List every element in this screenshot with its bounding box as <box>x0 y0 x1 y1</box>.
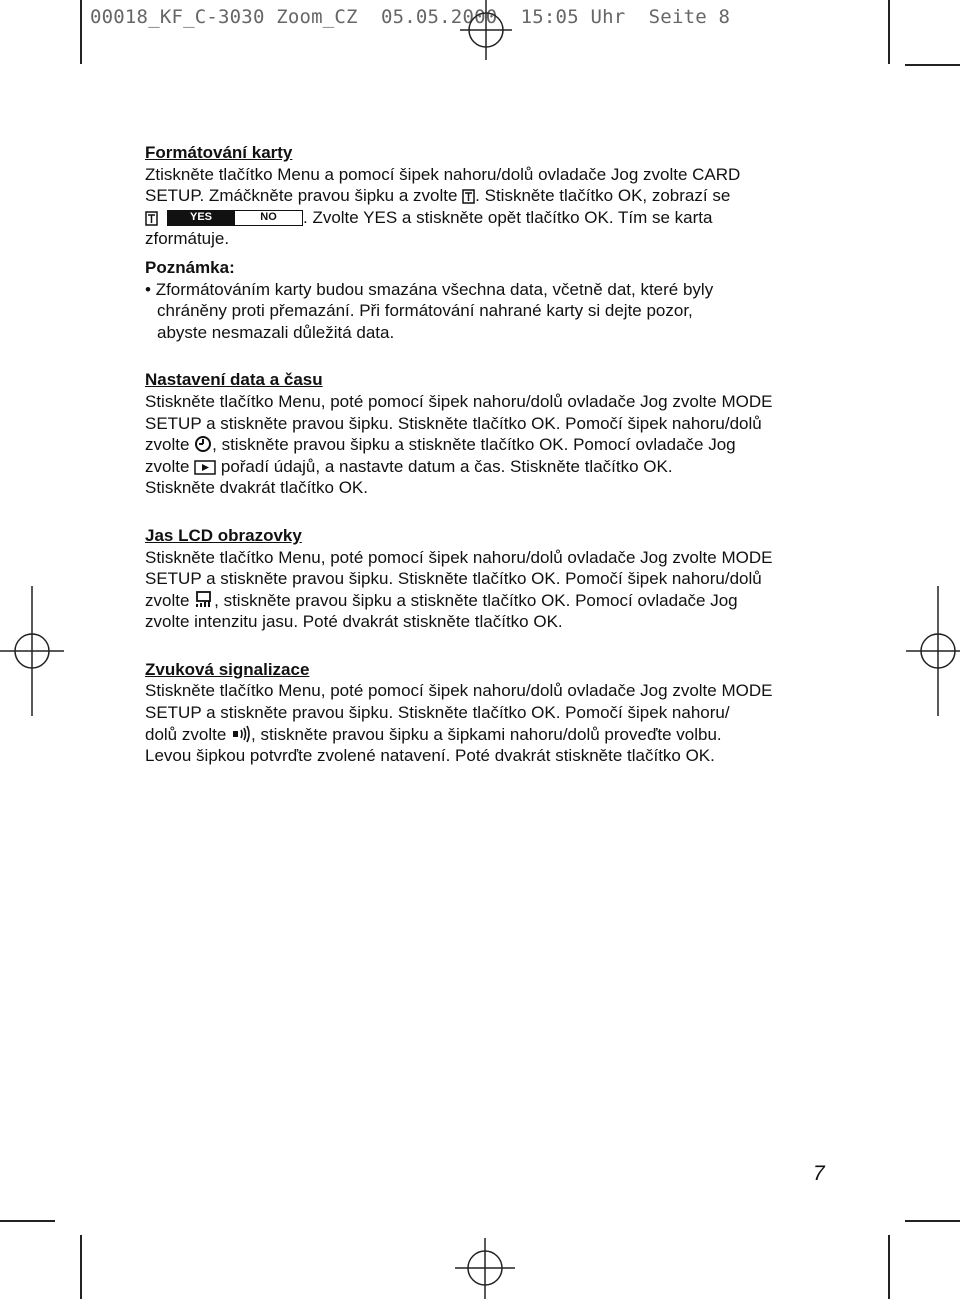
registration-mark-bottom-icon <box>455 1238 515 1299</box>
paragraph-line: zformátuje. <box>145 229 230 249</box>
crop-mark-top-right <box>888 0 890 64</box>
text-span: zvolte <box>145 456 195 476</box>
text-span: pořadí údajů, a nastavte datum a čas. Stiskněte tlačítko OK. <box>216 456 673 476</box>
card-format-icon <box>462 189 475 204</box>
yes-option: YES <box>167 210 235 226</box>
paragraph-line <box>145 456 835 478</box>
paragraph-line <box>145 185 835 207</box>
section-card-format <box>145 142 835 343</box>
page-content <box>145 142 835 793</box>
paragraph-line <box>145 207 835 229</box>
crop-mark-bottom-right <box>888 1235 890 1299</box>
note-text: abyste nesmazali důležitá data. <box>157 322 395 342</box>
note-bullet <box>145 279 835 344</box>
paragraph-line <box>145 434 835 456</box>
crop-mark-top-left <box>80 0 82 64</box>
paragraph-line: Stiskněte dvakrát tlačítko OK. <box>145 478 368 498</box>
section-title: Zvuková signalizace <box>145 659 310 679</box>
section-date-time <box>145 369 835 499</box>
section-title: Nastavení data a času <box>145 370 323 390</box>
paragraph-line: Ztiskněte tlačítko Menu a pomocí šipek nahoru/dolů ovladače Jog zvolte CARD <box>145 164 741 184</box>
speaker-sound-icon <box>231 725 251 743</box>
crop-mark-bottom-right-h <box>905 1220 960 1222</box>
registration-mark-right-icon <box>906 586 960 716</box>
page-number: 7 <box>813 1162 825 1185</box>
text-span: zvolte <box>145 590 195 610</box>
text-span: . Zvolte YES a stiskněte opět tlačítko OK. Tím se karta <box>303 207 713 227</box>
crop-mark-bottom-left <box>80 1235 82 1299</box>
paragraph-line: zvolte intenzitu jasu. Poté dvakrát stiskněte tlačítko OK. <box>145 612 563 632</box>
text-span: SETUP. Zmáčkněte pravou šipku a zvolte <box>145 186 463 206</box>
text-span: , stiskněte pravou šipku a šipkami nahoru/dolů proveďte volbu. <box>251 724 722 744</box>
no-option: NO <box>235 210 303 226</box>
paragraph-line <box>145 724 835 746</box>
section-title: Jas LCD obrazovky <box>145 525 302 545</box>
note-title: Poznámka: <box>145 257 235 277</box>
paragraph-line <box>145 590 835 612</box>
text-span: zvolte <box>145 435 195 455</box>
yes-no-dialog <box>145 210 303 226</box>
bullet-icon: • <box>145 279 151 299</box>
note-text: Zformátováním karty budou smazána všechna data, včetně dat, které byly <box>155 279 714 299</box>
text-span: . Stiskněte tlačítko OK, zobrazí se <box>475 186 731 206</box>
text-span: , stiskněte pravou šipku a stiskněte tlačítko OK. Pomocí ovladače Jog <box>214 590 738 610</box>
crop-mark-bottom-left-h <box>0 1220 55 1222</box>
paragraph-line: SETUP a stiskněte pravou šipku. Stiskněte tlačítko OK. Pomočí šipek nahoru/dolů <box>145 569 762 589</box>
section-title: Formátování karty <box>145 143 293 162</box>
paragraph-line: Stiskněte tlačítko Menu, poté pomocí šipek nahoru/dolů ovladače Jog zvolte MODE <box>145 547 773 567</box>
paragraph-line: Stiskněte tlačítko Menu, poté pomocí šipek nahoru/dolů ovladače Jog zvolte MODE <box>145 681 773 701</box>
text-span: , stiskněte pravou šipku a stiskněte tlačítko OK. Pomocí ovladače Jog <box>212 435 736 455</box>
crop-mark-top-right-h <box>905 64 960 66</box>
text-span: dolů zvolte <box>145 724 231 744</box>
section-lcd-brightness <box>145 525 835 633</box>
card-format-icon <box>145 211 158 226</box>
paragraph-line: SETUP a stiskněte pravou šipku. Stiskněte tlačítko OK. Pomočí šipek nahoru/ <box>145 703 730 723</box>
play-order-icon <box>194 460 216 475</box>
registration-mark-left-icon <box>0 586 64 716</box>
paragraph-line: Levou šipkou potvrďte zvolené natavení. Poté dvakrát stiskněte tlačítko OK. <box>145 746 715 766</box>
paragraph-line: Stiskněte tlačítko Menu, poté pomocí šipek nahoru/dolů ovladače Jog zvolte MODE <box>145 391 773 411</box>
print-slug: 00018_KF_C-3030 Zoom_CZ 05.05.2000 15:05 Uhr Seite 8 <box>90 6 731 28</box>
note-text: chráněny proti přemazání. Při formátování nahrané karty si dejte pozor, <box>157 301 693 321</box>
clock-icon <box>194 435 212 453</box>
section-sound-signal <box>145 659 835 767</box>
paragraph-line: SETUP a stiskněte pravou šipku. Stiskněte tlačítko OK. Pomočí šipek nahoru/dolů <box>145 413 762 433</box>
registration-mark-top-icon <box>460 0 512 60</box>
lcd-brightness-icon <box>194 591 214 609</box>
